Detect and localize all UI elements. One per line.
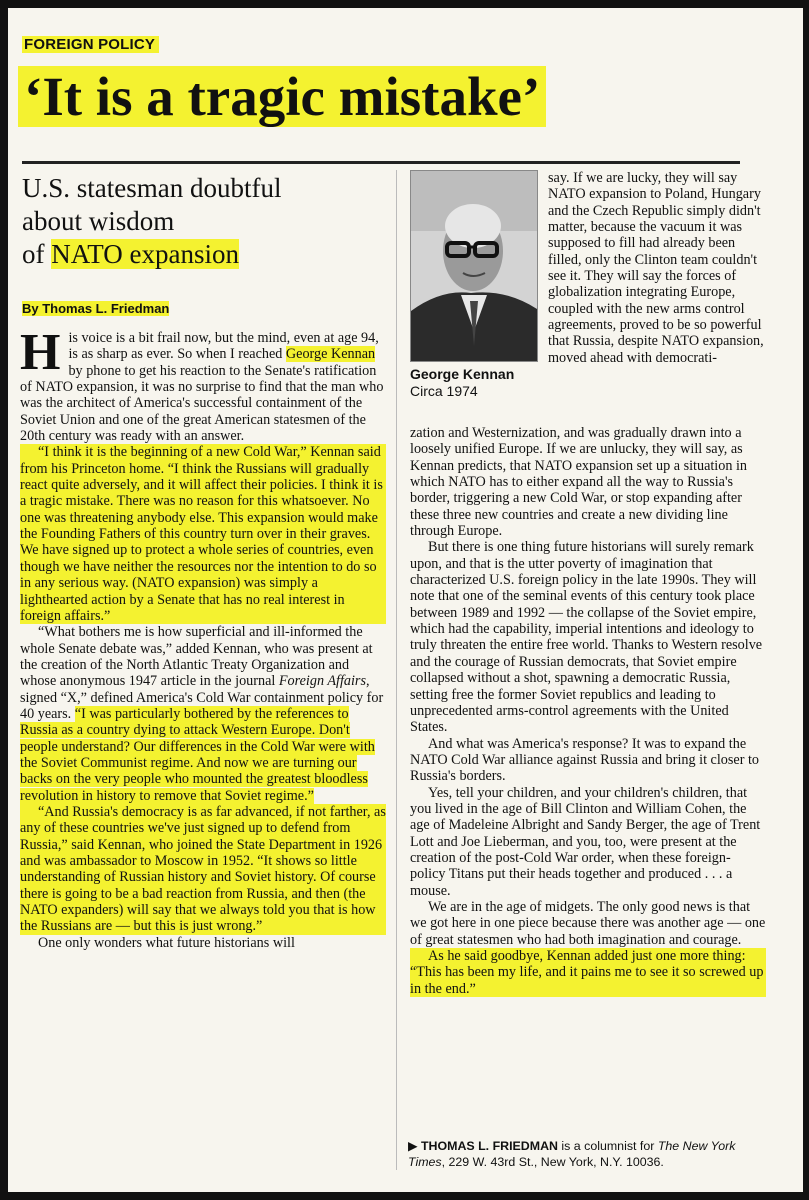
drop-cap: H (20, 324, 61, 381)
photo-caption-name: George Kennan (410, 366, 515, 382)
deck-line-2: about wisdom (22, 206, 175, 236)
left-scan-border (0, 8, 8, 1192)
headline-text: ‘It is a tragic mistake’ (18, 66, 546, 127)
lead-paragraph (20, 324, 386, 445)
right-continued-paragraph: zation and Westernization, and was gradually drawn into a loosely unified Europe. If we are unlucky, they will say, as Kennan predicts, that NATO expansion set up a situation in which NATO has to either expand all the way to Russia's border, triggering a new Cold War, or stop expanding after these three new countries and create a new dividing line through Europe. (410, 425, 748, 540)
section-kicker: FOREIGN POLICY (22, 36, 159, 53)
tagline-text-b: , 229 W. 43rd St., New York, N.Y. 10036. (441, 1155, 664, 1169)
tagline-name: THOMAS L. FRIEDMAN (420, 1139, 558, 1153)
p3-highlight: “I was particularly bothered by the references to Russia as a country dying to attack Western Europe. Don't people understand? Our differences in the Cold War were with the Soviet Communist regime. And now we are turning our backs on the very people who mounted the greatest bloodless revolution in history to remove that Soviet regime.” (20, 705, 375, 804)
right-scan-border (803, 8, 809, 1192)
midgets-paragraph: We are in the age of midgets. The only good news is that we got here in one piece because there was another age — one of great statesmen who had both imagination and courage. (410, 898, 766, 948)
headline (18, 66, 718, 128)
lead-text-b: by phone to get his reaction to the Senate's ratification of NATO expansion, it was no surprise to find that the man who was the architect of America's successful containment of the Soviet Union and one of the great American statesmen of the 20th century was ready with an answer. (20, 362, 384, 445)
right-column-top (548, 170, 764, 366)
tagline-text-a: is a columnist for (557, 1139, 658, 1153)
right-top-paragraph: say. If we are lucky, they will say NATO expansion to Poland, Hungary and the Czech Republic simply didn't matter, because the vacuum it was supposed to fill had already been filled, only the Clinton team couldn't see it. They will say the forces of globalization integrating Europe, coupled with the new arms control agreements, proved to be so powerful that Russia, despite NATO expansion, moved ahead with democrati- (548, 170, 764, 366)
russia-democracy-paragraph: “And Russia's democracy is as far advanced, if not farther, as any of these countries we've just signed up to defend from Russia,” said Kennan, who joined the State Department in 1926 and was ambassador to Moscow in 1952. “It shows so little understanding of Russian history and Soviet history. Of course there is going to be a bad reaction from Russia, and then (the NATO expanders) will say that we always told you that is how the Russians are — but this is just wrong.” (20, 803, 386, 935)
lead-highlight: George Kennan (285, 346, 376, 363)
deck-line-3-pre: of (22, 239, 52, 269)
column-divider (396, 170, 397, 1170)
poverty-paragraph: But there is one thing future historians will surely remark upon, and that is the utter poverty of imagination that characterized U.S. foreign policy in the late 1990s. They will note that one of the seminal events of this century took place between 1989 and 1992 — the collapse of the Soviet empire, which had the capability, imperial intentions and ideology to truly threaten the entire free world. Thanks to Western resolve and the courage of Russian democrats, that Soviet empire collapsed without a shot, spawning a democratic Russia, setting free the former Soviet republics and leading to unprecedented arms-control agreements with the United States. (410, 539, 763, 736)
photo-caption-date: Circa 1974 (410, 383, 478, 399)
byline: By Thomas L. Friedman (22, 301, 170, 316)
author-tagline (408, 1138, 738, 1170)
photo-caption (410, 366, 540, 400)
kennan-quote-paragraph: “I think it is the beginning of a new Cold War,” Kennan said from his Princeton home. “I think the Russians will gradually react quite adversely, and it will affect their policies. I think it is a tragic mistake. There was no reason for this whatsoever. No one was threatening anybody else. This expansion would make the Founding Fathers of this country turn over in their graves. We have signed up to protect a whole series of countries, even though we have neither the resources nor the intention to do so in any serious way. (NATO expansion) was simply a lighthearted action by a Senate that has no real interest in foreign affairs.” (20, 444, 386, 624)
p3-text-a: “What bothers me is how superficial and ill-informed the whole Senate debate was,” added Kennan, who was present at the creation of the North Atlantic Treaty Organization and whose anonymous 1947 article in the journal (20, 624, 373, 690)
p3-text-b: , signed “X,” defined America's Cold War containment policy for 40 years. (20, 673, 384, 722)
headline-rule (22, 161, 740, 164)
right-column (410, 425, 766, 997)
tell-children-paragraph: Yes, tell your children, and your children's children, that you lived in the age of Bill Clinton and William Cohen, the age of Madeleine Albright and Sandy Berger, the age of Trent Lott and Joe Lieberman, and you, too, were present at the creation of the post-Cold War order, when these foreign-policy Titans put their heads together and produced . . . a mouse. (410, 784, 761, 899)
deck-line-1: U.S. statesman doubtful (22, 173, 282, 203)
historians-paragraph: One only wonders what future historians will (38, 934, 295, 951)
kennan-photo (410, 170, 538, 362)
deck-highlight: NATO expansion (51, 239, 239, 269)
lead-text-a: is voice is a bit frail now, but the mind, even at age 94, is as sharp as ever. So when I reached (68, 330, 379, 363)
goodbye-paragraph: As he said goodbye, Kennan added just one more thing: “This has been my life, and it pains me to see it so screwed up in the end.” (410, 948, 766, 997)
tagline-paper: The New York Times (408, 1139, 736, 1169)
arrow-icon: ▶ (408, 1139, 418, 1153)
deck-line-3 (22, 238, 382, 271)
newspaper-clipping (0, 8, 809, 1192)
left-column (20, 324, 386, 951)
response-paragraph: And what was America's response? It was to expand the NATO Cold War alliance against Russia and bring it closer to Russia's borders. (410, 735, 760, 785)
portrait-illustration (411, 171, 537, 361)
journal-name: Foreign Affairs (278, 673, 366, 690)
senate-debate-paragraph (20, 624, 386, 804)
deck (22, 172, 382, 271)
